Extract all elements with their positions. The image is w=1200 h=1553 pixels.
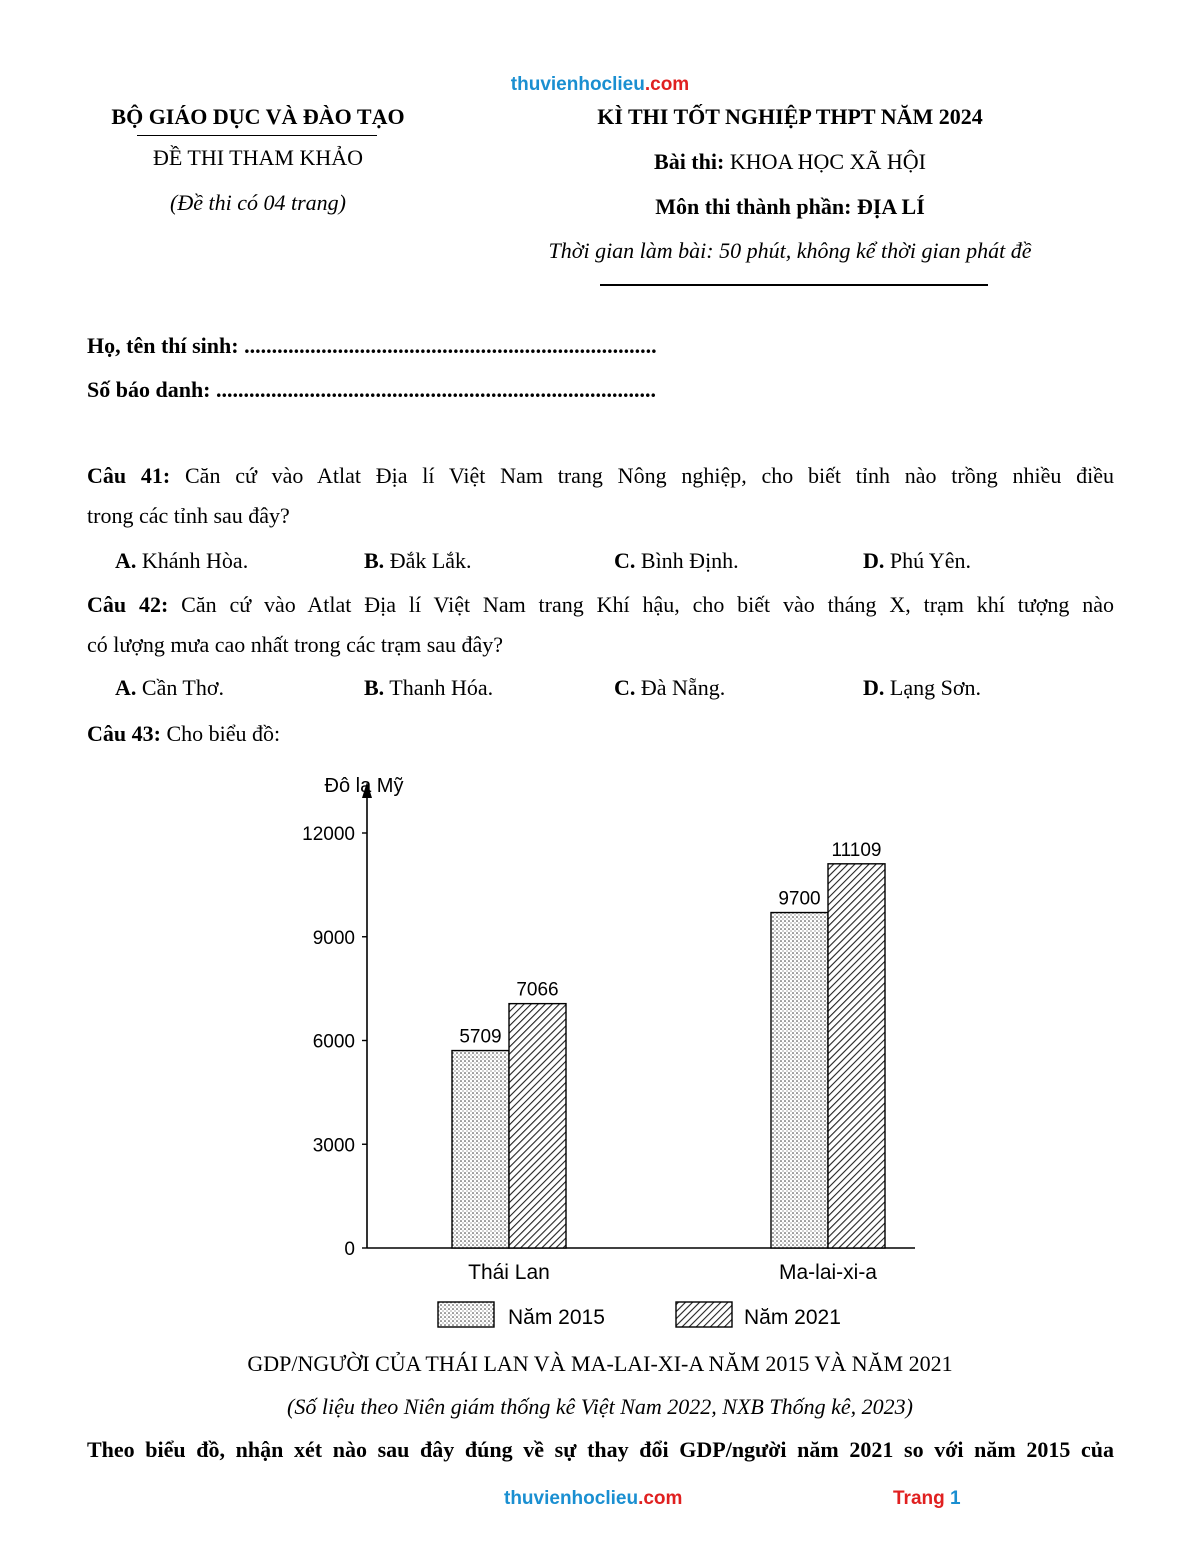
q42-text1: Căn cứ vào Atlat Địa lí Việt Nam trang Khí hậu, cho biết vào tháng X, trạm khí tượng nào	[181, 592, 1115, 617]
category-label: Thái Lan	[468, 1261, 550, 1284]
option-text: Đắk Lắk.	[389, 548, 472, 573]
ministry-name: BỘ GIÁO DỤC VÀ ĐÀO TẠO	[111, 104, 405, 129]
subject-name: KHOA HỌC XÃ HỘI	[729, 149, 926, 174]
bar-2021	[509, 1004, 566, 1248]
component-name: ĐỊA LÍ	[856, 194, 925, 219]
footer-site-link[interactable]	[504, 1488, 682, 1510]
option-text: Bình Định.	[640, 548, 739, 573]
option-key: C.	[614, 548, 636, 573]
y-tick-label: 12000	[302, 824, 355, 845]
option-key: A.	[115, 675, 137, 700]
candidate-name-label: Họ, tên thí sinh:	[87, 333, 239, 358]
option-text: Lạng Sơn.	[889, 675, 981, 700]
y-tick-label: 9000	[312, 927, 355, 949]
footer-site-name: thuvienhoclieu	[504, 1488, 639, 1509]
candidate-id-field[interactable]: ................................................................................	[216, 377, 657, 402]
bar-value-label: 7066	[516, 979, 559, 1001]
exam-type: ĐỀ THI THAM KHẢO	[152, 145, 363, 170]
q41-text2: trong các tỉnh sau đây?	[87, 503, 290, 528]
y-tick-label: 6000	[312, 1031, 355, 1053]
legend-swatch	[676, 1302, 732, 1327]
option-key: B.	[364, 548, 385, 573]
footer-page	[893, 1488, 961, 1510]
bar-2015	[452, 1051, 509, 1248]
q43-question: Theo biểu đồ, nhận xét nào sau đây đúng về sự thay đổi GDP/người năm 2021 so với năm 2015 của	[87, 1437, 1114, 1462]
legend-swatch	[438, 1302, 494, 1327]
option-text: Phú Yên.	[889, 548, 971, 573]
subject-label: Bài thi:	[654, 149, 725, 174]
footer-site-domain: .com	[638, 1488, 683, 1509]
y-tick-label: 3000	[312, 1135, 355, 1157]
option-text: Cần Thơ.	[141, 675, 225, 700]
bar-value-label: 11109	[831, 839, 882, 861]
candidate-id-label: Số báo danh:	[87, 377, 211, 402]
bar-2015	[771, 913, 828, 1248]
y-tick-label: 0	[344, 1239, 355, 1260]
bar-2021	[828, 864, 885, 1248]
q43-text: Cho biểu đồ:	[166, 721, 281, 746]
option-key: A.	[115, 548, 137, 573]
chart-source-line: (Số liệu theo Niên giám thống kê Việt Nam 2022, NXB Thống kê, 2023)	[287, 1394, 913, 1419]
option-key: D.	[863, 548, 885, 573]
legend-label: Năm 2021	[744, 1306, 841, 1329]
option-key: B.	[364, 675, 385, 700]
bar-value-label: 5709	[459, 1026, 502, 1048]
option-key: C.	[614, 675, 636, 700]
bar-value-label: 9700	[778, 888, 821, 910]
site-domain: .com	[644, 74, 690, 95]
q42-text2: có lượng mưa cao nhất trong các trạm sau đây?	[87, 632, 504, 657]
chart-source: Số liệu theo Niên giám thống kê Việt Nam 2022, NXB Thống kê, 2023	[294, 1394, 906, 1419]
time-note: Thời gian làm bài: 50 phút, không kể thời gian phát đề	[548, 238, 1032, 263]
chart-caption: GDP/NGƯỜI CỦA THÁI LAN VÀ MA-LAI-XI-A NĂM 2015 VÀ NĂM 2021	[247, 1351, 953, 1376]
pages-note: (Đề thi có 04 trang)	[170, 190, 346, 215]
q43-number: Câu 43:	[87, 721, 161, 746]
legend-label: Năm 2015	[508, 1306, 605, 1329]
component-label: Môn thi thành phần:	[655, 194, 852, 219]
category-label: Ma-lai-xi-a	[778, 1261, 878, 1284]
site-name: thuvienhoclieu	[510, 74, 645, 95]
y-axis-label: Đô la Mỹ	[324, 775, 404, 797]
chart-layer	[302, 775, 915, 1329]
q41-text1: Căn cứ vào Atlat Địa lí Việt Nam trang Nông nghiệp, cho biết tỉnh nào trồng nhiều điều	[185, 463, 1115, 488]
q42-number: Câu 42:	[87, 592, 169, 617]
option-text: Khánh Hòa.	[141, 548, 249, 573]
exam-title: KÌ THI TỐT NGHIỆP THPT NĂM 2024	[597, 104, 983, 129]
option-text: Thanh Hóa.	[389, 675, 494, 700]
candidate-name-field[interactable]: ...........................................................................	[244, 333, 657, 358]
option-text: Đà Nẵng.	[640, 675, 726, 700]
page-number: 1	[950, 1488, 961, 1509]
page-label: Trang	[893, 1488, 945, 1509]
option-key: D.	[863, 675, 885, 700]
q41-number: Câu 41:	[87, 463, 171, 488]
